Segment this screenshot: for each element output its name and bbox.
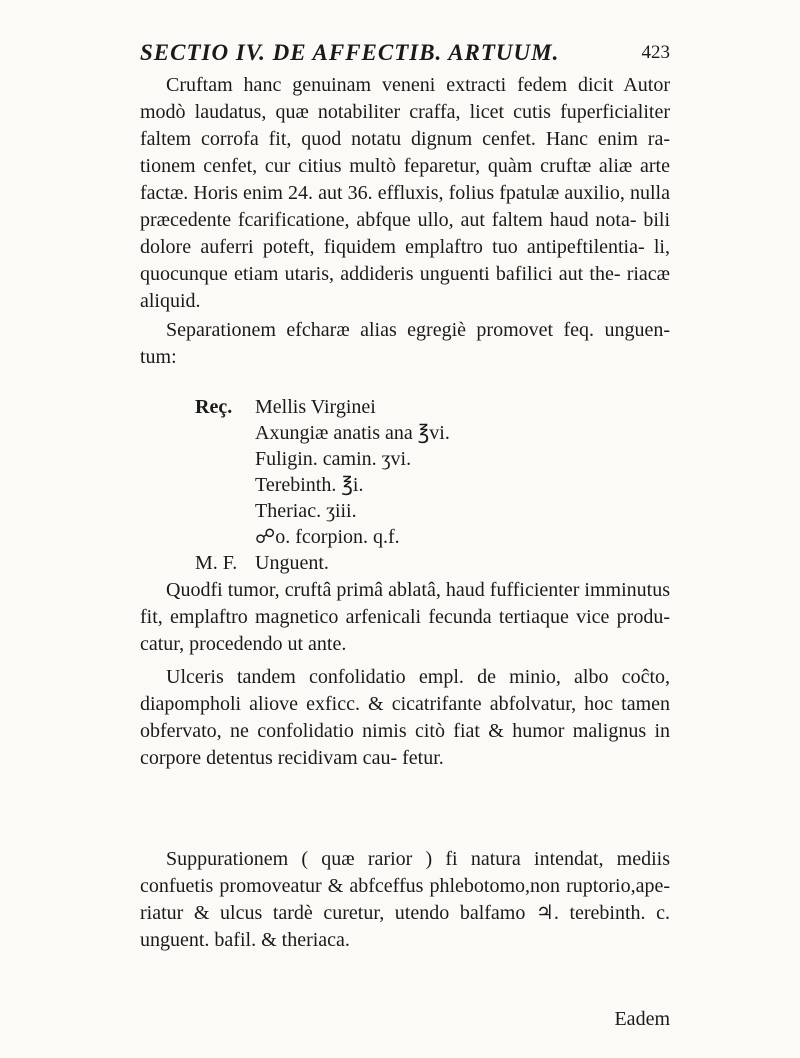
paragraph-text: Suppurationem ( quæ rarior ) fi natura intendat, mediis confuetis promoveatur & abfceffus phlebotomo,non ruptorio,ape- riatur & ulcus tardè curetur, utendo balfamo ♃. terebinth. c. unguent. bafil. & theriaca. (140, 848, 670, 951)
ingredient-item: Theriac. ʒiii. (255, 500, 357, 522)
catchword: Eadem (614, 1008, 670, 1030)
page-header (140, 40, 670, 70)
running-title: SECTIO IV. DE AFFECTIB. ARTUUM. (140, 40, 560, 65)
paragraph-3 (140, 577, 670, 658)
ingredient-item: Fuligin. camin. ʒvi. (255, 448, 412, 470)
recipe-result: Unguent. (255, 552, 329, 574)
ingredient-item: Axungiæ anatis ana ℥vi. (255, 422, 450, 444)
paragraph-4 (140, 664, 670, 772)
paragraph-text: Quodfi tumor, cruftâ primâ ablatâ, haud fufficienter imminutus fit, emplaftro magnetico arfenicali fecunda tertiaque vice produ- catur, procedendo ut ante. (140, 579, 670, 655)
paragraph-text: Ulceris tandem confolidatio empl. de minio, albo coĉto, diapompholi aliove exficc. & cicatrifante abfolvatur, hoc tamen obfervato, ne confolidatio nimis citò fiat & humor malignus in corpore detentus recidivam cau- fetur. (140, 666, 670, 769)
paragraph-5 (140, 846, 670, 954)
ingredient-item: Terebinth. ℥i. (255, 474, 364, 496)
page-number: 423 (641, 42, 670, 63)
paragraph-2 (140, 317, 670, 371)
ingredient-list (255, 394, 450, 550)
paragraph-text: Separationem efcharæ alias egregiè promovet feq. unguen- tum: (140, 319, 670, 368)
recipe-label: Reç. (195, 396, 233, 418)
ingredient-item: ☍o. fcorpion. q.f. (255, 526, 400, 548)
ingredient-item: Mellis Virginei (255, 396, 376, 418)
recipe-block (195, 394, 655, 574)
paragraph-1 (140, 72, 670, 315)
paragraph-text: Cruftam hanc genuinam veneni extracti fedem dicit Autor modò laudatus, quæ notabiliter craffa, licet cutis fuperficialiter faltem corrofa fit, quod notatu dignum cenfet. Hanc enim ra- tionem cenfet, cur citius multò feparetur, quàm cruftæ aliæ arte factæ. Horis enim 24. aut 36. effluxis, folius fpatulæ auxilio, nulla præcedente fcarificatione, abfque ullo, aut faltem haud nota- bili dolore auferri poteft, fiquidem emplaftro tuo antipeftilentia- li, quocunque etiam utaris, addideris unguenti bafilici aut the- riacæ aliquid. (140, 74, 670, 312)
misce-fiat-label: M. F. (195, 552, 238, 574)
